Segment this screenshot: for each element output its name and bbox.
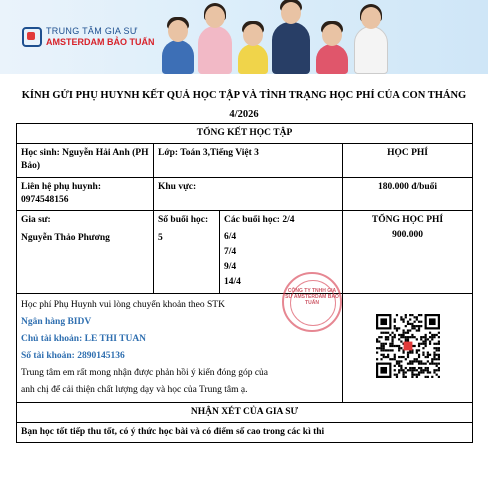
tutor-comment: Bạn học tốt tiếp thu tốt, có ý thức học bài và có điểm số cao trong các kì thi [17,423,473,443]
account-number: Số tài khoản: 2890145136 [21,351,125,361]
page-title: KÍNH GỬI PHỤ HUYNH KẾT QUẢ HỌC TẬP VÀ TÌNH TRẠNG HỌC PHÍ CỦA CON THÁNG 4/2026 [21,90,467,120]
dates-label: Các buổi học: 2/4 [224,215,295,225]
date-item: 6/4 [224,232,237,242]
total-cell [343,211,473,294]
date-item: 7/4 [224,247,237,257]
student-cell: Học sinh: Nguyễn Hải Anh (PH Bảo) [17,144,154,178]
date-item: 9/4 [224,262,237,272]
fee-per-session: 180.000 đ/buổi [343,178,473,211]
center-logo [22,26,155,48]
total-label: TỔNG HỌC PHÍ [371,215,444,225]
class-cell: Lớp: Toán 3,Tiếng Việt 3 [154,144,343,178]
qr-cell [343,294,473,403]
banner-people-image [150,6,480,74]
area-cell: Khu vực: [154,178,343,211]
payment-line: Học phí Phụ Huynh vui lòng chuyển khoản theo STK [21,300,225,310]
contact-phone: 0974548156 [21,195,69,205]
bank-name: Ngân hàng BIDV [21,317,92,327]
sessions-count: 5 [158,233,163,243]
company-stamp-icon [282,272,342,332]
account-holder: Chủ tài khoản: LE THI TUAN [21,334,147,344]
sessions-cell [154,211,220,294]
tutor-cell [17,211,154,294]
logo-icon [22,27,42,47]
report-table [16,123,473,443]
logo-line2: AMSTERDAM BẢO TUẤN [46,37,155,47]
stamp-text: CÔNG TY TNHH GIA SƯ AMSTERDAM BẢO TUẤN [285,288,339,306]
date-item: 14/4 [224,277,241,287]
report-header: TỔNG KẾT HỌC TẬP [17,124,473,144]
header-banner [0,0,488,74]
sessions-label: Số buổi học: [158,215,209,225]
fee-header: HỌC PHÍ [343,144,473,178]
tutor-label: Gia sư: [21,215,51,225]
qr-code-icon [376,314,440,378]
comment-header: NHẬN XÉT CỦA GIA SƯ [17,403,473,423]
contact-cell [17,178,154,211]
feedback-text: Trung tâm em rất mong nhận được phản hồi ý kiến đóng góp của anh chị để cải thiện chất lượng dạy và học của Trung tâm ạ. [21,368,269,395]
contact-label: Liên hệ phụ huynh: [21,182,101,192]
total-value: 900.000 [392,230,423,240]
tutor-name: Nguyễn Thảo Phương [21,233,110,243]
logo-line1: TRUNG TÂM GIA SƯ [46,26,138,36]
